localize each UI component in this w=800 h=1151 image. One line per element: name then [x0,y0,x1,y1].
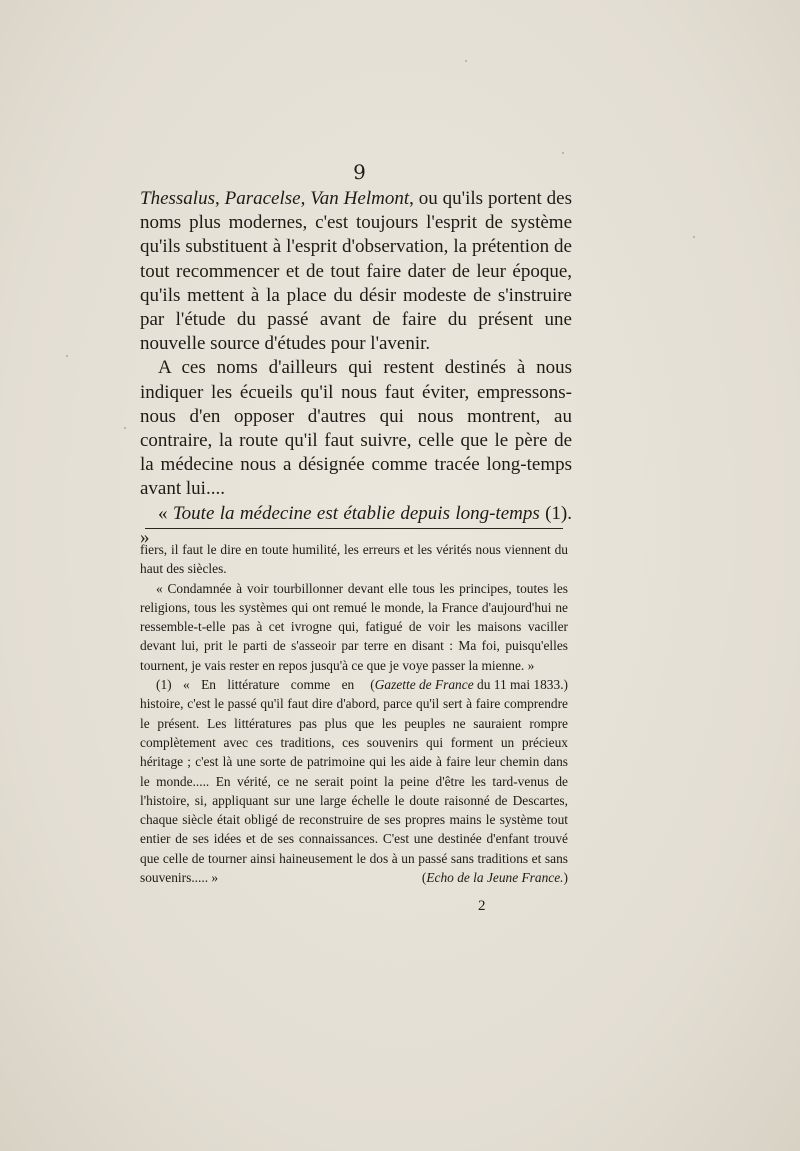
gazette-source: (Gazette de France du 11 mai 1833.) [370,677,568,693]
name-thessalus: Thessalus [140,188,215,209]
name-van-helmont: Van Helmont [310,188,410,209]
paper-speck [465,60,467,62]
paragraph-1: Thessalus, Paracelse, Van Helmont, ou qu'ils portent des noms plus modernes, c'est toujours l'esprit de système qu'ils substituent à l'esprit d'observation, la prétention de tout recommencer et de tout faire dater de leur époque, qu'ils mettent à la place du désir modeste de s'instruire par l'étude du passé avant de faire du présent une nouvelle source d'études pour l'avenir. [140,188,572,355]
signature-mark: 2 [478,898,486,914]
paper-speck [562,152,564,154]
footnote-1: (1) « En littérature comme en histoire, c'est le passé qu'il faut dire d'abord, parce qu'il sert à faire comprendre le présent. Les littératures pas plus que les peuples ne sauraient rompre complètement avec ces traditions, ces souvenirs qui forment un précieux héritage ; c'est là une sorte de patrimoine qui les aide à faire leur chemin dans le monde..... En vérité, ce ne serait point la peine d'être les tard-venus de l'histoire, si, appliquant sur une large échelle le doute raisonné de Descartes, chaque siècle était obligé de reconstruire de ses propres mains le système tout entier de ses idées et de ses connaissances. C'est une destinée d'enfant trouvé que celle de tourner ainsi haineusement le dos à un passé sans traditions et sans souvenirs..... » (Echo de la Jeune France.) [140,675,568,887]
gazette-quote: « Condamnée à voir tourbillonner devant elle tous les principes, toutes les religions, tous les systèmes qui ont remué le monde, la France d'aujourd'hui ne ressemble-t-elle pas à cet ivrogne qui, fatigué de voir les maisons vaciller devant lui, prit le parti de s'asseoir par terre en disant : Ma foi, puisqu'elles tournent, je vais rester en repos jusqu'à ce que je voye passer la mienne. » (Gazette de France du 11 mai 1833.) [140,579,568,675]
footnotes [140,540,568,887]
footnote-ref: (1). » [140,502,573,548]
paper-speck [66,355,68,357]
name-paracelse: Paracelse [224,188,301,209]
footnote-divider [145,528,563,529]
footnote-continuation: fiers, il faut le dire en toute humilité, les erreurs et les vérités nous viennent du haut des siècles. [140,542,568,577]
paragraph-2: A ces noms d'ailleurs qui restent destinés à nous indiquer les écueils qu'il nous faut éviter, empressons-nous d'en opposer d'autres qui nous montrent, au contraire, la route qu'il faut suivre, celle que le père de la médecine nous a désignée comme tracée long-temps avant lui.... [140,357,572,500]
echo-source: (Echo de la Jeune France.) [421,870,568,886]
main-text [140,187,572,550]
page-number: 9 [353,160,367,184]
paper-speck [693,236,695,238]
paper-speck [124,427,126,429]
hippocrates-quote: « Toute la médecine est établie depuis long-temps (1). » [140,502,573,548]
